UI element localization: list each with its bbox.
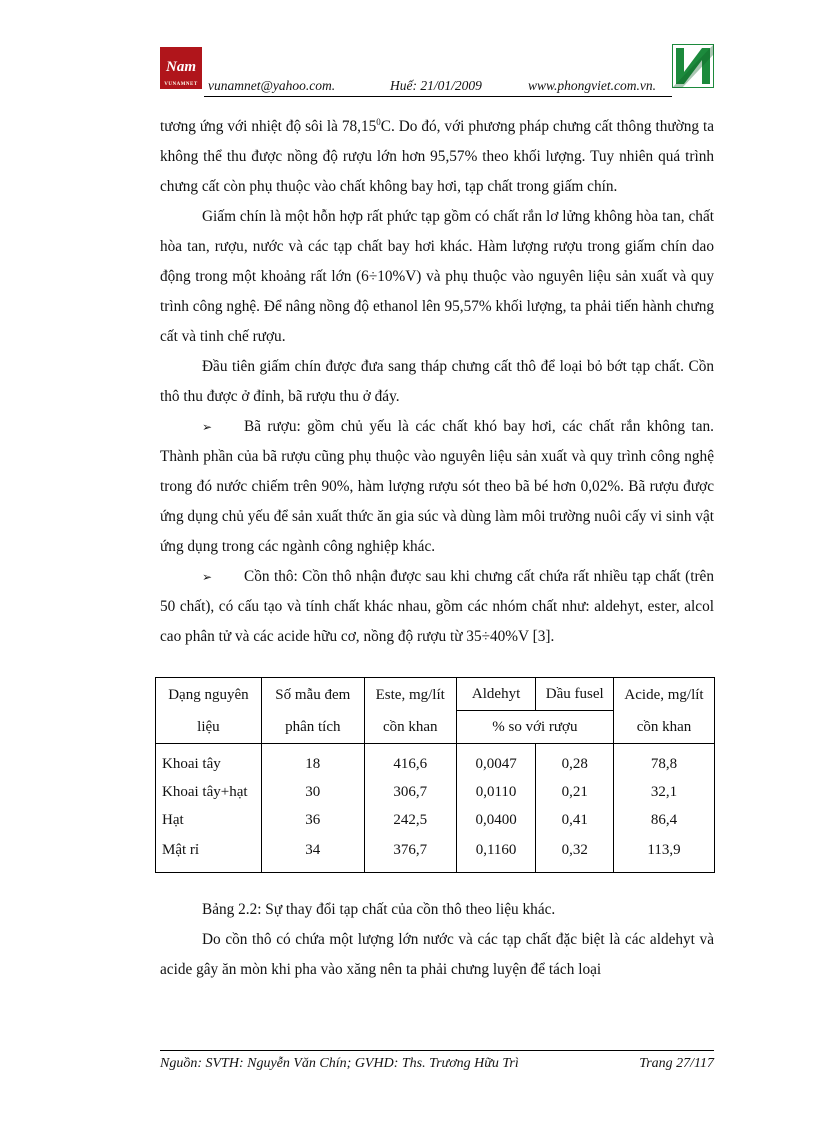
paragraph-tail: Do cồn thô có chứa một lượng lớn nước và các tạp chất đặc biệt là các aldehyt và acide gây ăn mòn khi pha vào xăng nên ta phải chưng luyện để tách loại <box>160 931 714 978</box>
header-rule <box>204 96 672 97</box>
header-percent-note: % so với rượu <box>456 711 613 744</box>
page-header <box>160 44 714 94</box>
paragraph-2: Giấm chín là một hỗn hợp rất phức tạp gồm có chất rắn lơ lửng không hòa tan, chất hòa tan, rượu, nước và các tạp chất bay hơi khác. Hàm lượng rượu trong giấm chín dao động trong một khoảng rất lớn (6÷10%V) và phụ thuộc vào nguyên liệu sản xuất và quy trình công nghệ. Để nâng nồng độ ethanol lên 95,57% khối lượng, ta phải tiến hành chưng cất và tinh chế rượu. <box>160 208 714 345</box>
paragraph-1: tương ứng với nhiệt độ sôi là 78,15$^0$C. Do đó, với phương pháp chưng cất thông thường ta không thể thu được nồng độ rượu lớn hơn 95,57% theo khối lượng. Tuy nhiên quá trình chưng cất còn phụ thuộc vào chất không bay hơi, tạp chất trong giấm chín. <box>160 116 714 195</box>
table-row: Hạt 36 242,5 0,0400 0,41 86,4 <box>156 806 715 834</box>
vunamnet-logo <box>160 47 202 89</box>
impurity-table <box>155 677 715 873</box>
paragraph-3: Đầu tiên giấm chín được đưa sang tháp chưng cất thô để loại bỏ bớt tạp chất. Cồn thô thu được ở đỉnh, bã rượu thu ở đáy. <box>160 358 714 405</box>
logo-left-sub: VUNAMNET <box>164 82 198 87</box>
header-aldehyt: Aldehyt <box>456 678 536 711</box>
bullet-ba-ruou: ➢ Bã rượu: gồm chủ yếu là các chất khó bay hơi, các chất rắn không tan. Thành phần của bã rượu cũng phụ thuộc vào nguyên liệu sản xuất và quy trình công nghệ trong đó nước chiếm trên 90%, hàm lượng rượu sót theo bã bé hơn 0,02%. Bã rượu được ứng dụng chủ yếu để sản xuất thức ăn gia súc và dùng làm môi trường nuôi cấy vi sinh vật ứng dụng trong các ngành công nghiệp khác. <box>160 412 714 562</box>
header-acide: Acide, mg/lít cồn khan <box>614 678 715 744</box>
arrow-bullet-icon: ➢ <box>202 570 213 584</box>
header-fusel: Dầu fusel <box>536 678 614 711</box>
header-website: www.phongviet.com.vn. <box>528 78 656 93</box>
header-email: vunamnet@yahoo.com. <box>208 78 336 93</box>
footer-source: Nguồn: SVTH: Nguyễn Văn Chín; GVHD: Ths. Trương Hữu Trì <box>160 1056 519 1071</box>
header-date: Huế: 21/01/2009 <box>390 78 482 93</box>
table-header-row <box>156 678 715 711</box>
table-row: Mật rỉ 34 376,7 0,1160 0,32 113,9 <box>156 834 715 873</box>
logo-left-text: Nam <box>166 59 196 75</box>
phongviet-logo-icon <box>672 44 714 88</box>
table-row: Khoai tây 18 416,6 0,0047 0,28 78,8 <box>156 744 715 779</box>
body-text <box>160 112 714 652</box>
header-material: Dạng nguyên liệu <box>156 678 262 744</box>
bullet-con-tho: ➢ Cồn thô: Cồn thô nhận được sau khi chưng cất chứa rất nhiều tạp chất (trên 50 chất), có cấu tạo và tính chất khác nhau, gồm các nhóm chất như: aldehyt, ester, alcol cao phân tử và các acide hữu cơ, nồng độ rượu từ 35÷40%V [3]. <box>160 562 714 652</box>
header-ester: Este, mg/lít cồn khan <box>364 678 456 744</box>
header-samples: Số mẫu đem phân tích <box>261 678 364 744</box>
table-caption: Bảng 2.2: Sự thay đổi tạp chất của cồn thô theo liệu khác. <box>202 901 556 918</box>
table-row: Khoai tây+hạt 30 306,7 0,0110 0,21 32,1 <box>156 778 715 806</box>
page-number: Trang 27/117 <box>639 1056 714 1071</box>
footer-rule <box>160 1050 714 1051</box>
arrow-bullet-icon: ➢ <box>202 420 213 434</box>
